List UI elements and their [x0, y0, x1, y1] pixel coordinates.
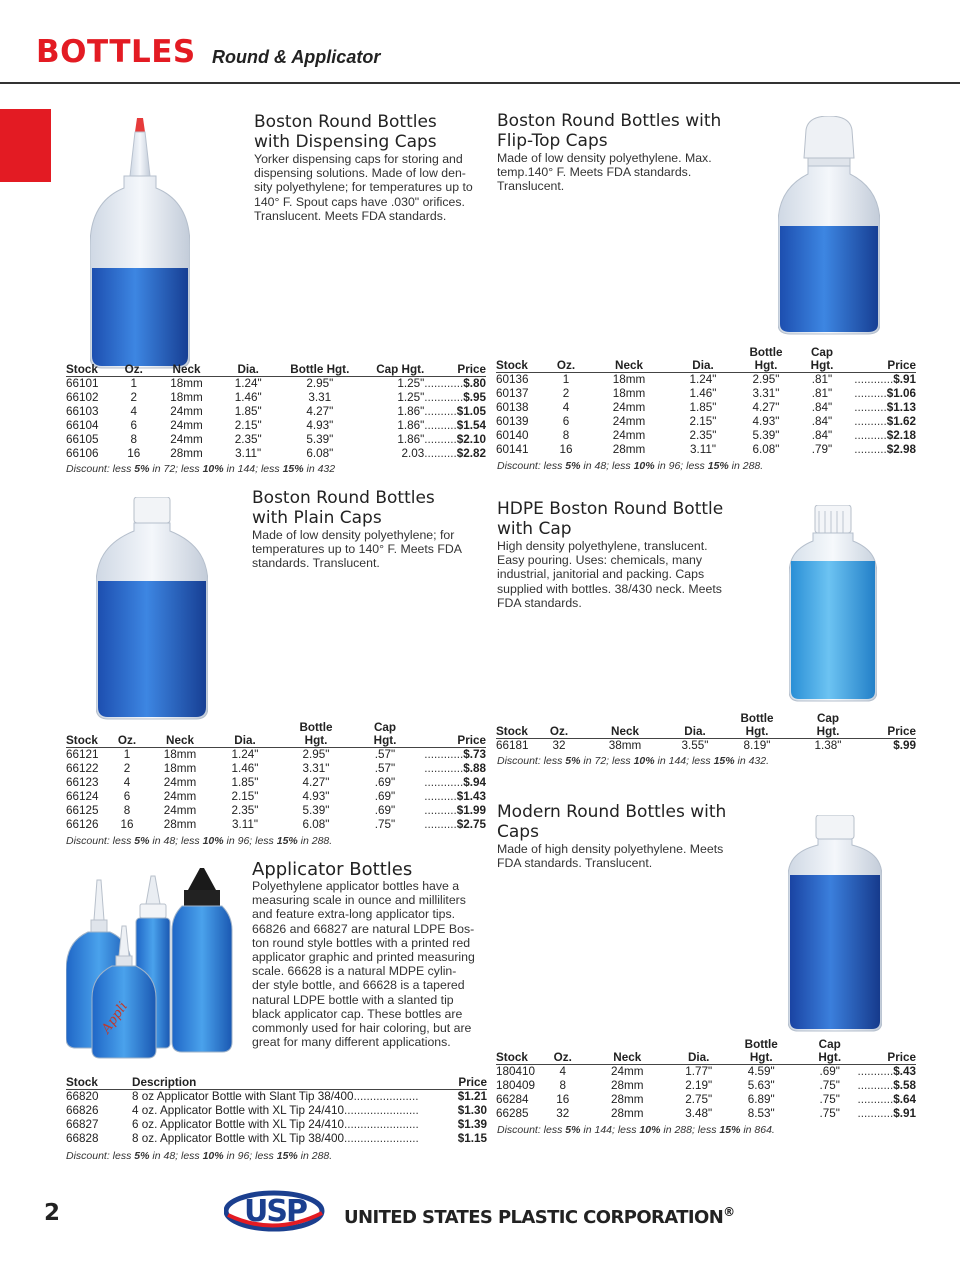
table-row: 180410 4 24mm 1.77" 4.59" .69" ...........$.43 — [496, 1065, 916, 1078]
company-name: UNITED STATES PLASTIC CORPORATION® — [344, 1205, 735, 1228]
hdpe-description: High density polyethylene, translucent. Easy pouring. Uses: chemicals, many industrial, janitorial and packing. Caps supplied with bottles. 38/430 neck. Meets FDA standards. — [497, 539, 722, 610]
page-number: 2 — [44, 1200, 61, 1226]
dispensing-table: Stock Oz. Neck Dia. Bottle Hgt. Cap Hgt. Price 66101 1 18mm 1.24" 2.95" 1.25" ............$.80 66102 2 18mm 1.46" 3.31 1.25" ............$.95 66103 4 24mm 1.85" 4.27" 1.86" ..........$1.05 66104 6 24mm 2.15" 4.93" 1.86" ..........$1.54 66105 8 24mm 2.35" 5.39" 1.86" ..........$2.10 66106 16 28mm 3.11" 6.08" 2.03 ..........$2.82 — [66, 363, 486, 461]
table-row: 66105 8 24mm 2.35" 5.39" 1.86" ..........$2.10 — [66, 433, 486, 447]
applicator-label-text: Appli — [98, 999, 131, 1037]
table-row: 66104 6 24mm 2.15" 4.93" 1.86" ..........$1.54 — [66, 419, 486, 433]
plain-table: Bottle Cap Stock Oz. Neck Dia. Hgt. Hgt. Price 66121 1 18mm 1.24" 2.95" .57" ............$.73 66122 2 18mm 1.46" 3.31" .57" ............$.88 66123 4 24mm 1.85" 4.27" .69" ............$.94 66124 6 24mm 2.15" 4.93" .69" ..........$1.43 66125 8 24mm 2.35" 5.39" .69" ..........$1.99 66126 16 28mm 3.11" 6.08" .75" ..........$2.75 — [66, 721, 486, 832]
table-row: 66122 2 18mm 1.46" 3.31" .57" ............$.88 — [66, 762, 486, 776]
fliptop-heading: Boston Round Bottles with Flip-Top Caps — [497, 111, 722, 151]
table-row: 66284 16 28mm 2.75" 6.89" .75" ...........$.64 — [496, 1093, 916, 1107]
fliptop-bottle-image — [778, 116, 880, 336]
table-row: 66106 16 28mm 3.11" 6.08" 2.03 ..........$2.82 — [66, 447, 486, 461]
hdpe-heading: HDPE Boston Round Bottle with Cap — [497, 499, 724, 539]
hdpe-discount: Discount: less 5% in 72; less 10% in 144; less 15% in 432. — [497, 755, 770, 767]
table-row: 66126 16 28mm 3.11" 6.08" .75" ..........$2.75 — [66, 818, 486, 832]
section-tab — [0, 109, 51, 182]
hdpe-bottle-image — [789, 505, 877, 703]
table-row: 66102 2 18mm 1.46" 3.31 1.25" ............$.95 — [66, 391, 486, 405]
table-row: 60137 2 18mm 1.46" 3.31" .81" ..........$1.06 — [496, 387, 916, 401]
table-row: 66827 6 oz. Applicator Bottle with XL Tip 24/410....................... $1.39 — [66, 1118, 487, 1132]
dispensing-description: Yorker dispensing caps for storing and dispensing solutions. Made of low den- sity polyethylene; for temperatures up to 140° F. Spout caps have .030" orifices. Translucent. Meets FDA standards. — [254, 152, 473, 223]
table-row: 60136 1 18mm 1.24" 2.95" .81" ............$.91 — [496, 373, 916, 386]
fliptop-table: Bottle Cap Stock Oz. Neck Dia. Hgt. Hgt. Price 60136 1 18mm 1.24" 2.95" .81" ............$.91 60137 2 18mm 1.46" 3.31" .81" ..........$1.06 60138 4 24mm 1.85" 4.27" .84" ..........$1.13 60139 6 24mm 2.15" 4.93" .84" ..........$1.62 60140 8 24mm 2.35" 5.39" .84" ..........$2.18 60141 16 28mm 3.11" 6.08" .79" ..........$2.98 — [496, 346, 916, 457]
dispensing-heading: Boston Round Bottles with Dispensing Caps — [254, 112, 437, 152]
table-row: 66101 1 18mm 1.24" 2.95" 1.25" ............$.80 — [66, 377, 486, 390]
table-row: 60141 16 28mm 3.11" 6.08" .79" ..........$2.98 — [496, 443, 916, 457]
table-row: 66123 4 24mm 1.85" 4.27" .69" ............$.94 — [66, 776, 486, 790]
table-row: 60138 4 24mm 1.85" 4.27" .84" ..........$1.13 — [496, 401, 916, 415]
table-row: 60139 6 24mm 2.15" 4.93" .84" ..........$1.62 — [496, 415, 916, 429]
table-row: 66125 8 24mm 2.35" 5.39" .69" ..........$1.99 — [66, 804, 486, 818]
plain-discount: Discount: less 5% in 48; less 10% in 96; less 15% in 288. — [66, 835, 333, 847]
svg-text:USP: USP — [244, 1194, 306, 1229]
applicator-bottles-image — [66, 866, 244, 1060]
table-row: 66103 4 24mm 1.85" 4.27" 1.86" ..........$1.05 — [66, 405, 486, 419]
table-row: 180409 8 28mm 2.19" 5.63" .75" ...........$.58 — [496, 1079, 916, 1093]
modern-bottle-image — [788, 815, 882, 1033]
dispensing-discount: Discount: less 5% in 72; less 10% in 144; less 15% in 432 — [66, 463, 336, 475]
hdpe-table: Bottle Cap Stock Oz. Neck Dia. Hgt. Hgt. Price 66181 32 38mm 3.55" 8.19" 1.38" $.99 — [496, 712, 916, 752]
table-row: 66828 8 oz. Applicator Bottle with XL Tip 38/400....................... $1.15 — [66, 1132, 487, 1146]
table-row: 66124 6 24mm 2.15" 4.93" .69" ..........$1.43 — [66, 790, 486, 804]
applicator-discount: Discount: less 5% in 48; less 10% in 96; less 15% in 288. — [66, 1150, 333, 1162]
plain-bottle-image — [96, 497, 208, 721]
modern-heading: Modern Round Bottles with Caps — [497, 802, 727, 842]
usp-logo — [224, 1185, 326, 1233]
fliptop-description: Made of low density polyethylene. Max. temp.140° F. Meets FDA standards. Translucent. — [497, 151, 712, 194]
plain-description: Made of low density polyethylene; for temperatures up to 140° F. Meets FDA standards. Translucent. — [252, 528, 462, 571]
table-row: 66820 8 oz Applicator Bottle with Slant Tip 38/400.................... $1.21 — [66, 1090, 487, 1103]
page-title: BOTTLES — [36, 34, 196, 70]
header-rule — [0, 82, 960, 84]
table-row: 60140 8 24mm 2.35" 5.39" .84" ..........$2.18 — [496, 429, 916, 443]
table-row: 66826 4 oz. Applicator Bottle with XL Tip 24/410....................... $1.30 — [66, 1104, 487, 1118]
modern-table: Bottle Cap Stock Oz. Neck Dia. Hgt. Hgt. Price 180410 4 24mm 1.77" 4.59" .69" ...........$.43 180409 8 28mm 2.19" 5.63" .75" ...........$.58 66284 16 28mm 2.75" 6.89" .75" ...........$.64 66285 32 28mm 3.48" 8.53" .75" ...........$.91 — [496, 1038, 916, 1121]
page-subtitle: Round & Applicator — [212, 47, 381, 67]
dispensing-bottle-image — [90, 118, 190, 370]
applicator-table: Stock Description Price 66820 8 oz Applicator Bottle with Slant Tip 38/400.................... $1.21 66826 4 oz. Applicator Bottle with XL Tip 24/410....................... $1.30 66827 6 oz. Applicator Bottle with XL Tip 24/410....................... $1.39 66828 8 oz. Applicator Bottle with XL Tip 38/400....................... $1.15 — [66, 1076, 487, 1146]
table-row: 66181 32 38mm 3.55" 8.19" 1.38" $.99 — [496, 739, 916, 752]
modern-discount: Discount: less 5% in 144; less 10% in 288; less 15% in 864. — [497, 1124, 775, 1136]
applicator-description: Polyethylene applicator bottles have a measuring scale in ounce and milliliters and feature extra-long applicator tips. 66826 and 66827 are natural LDPE Bos- ton round style bottles with a printed red applicator graphic and printed measuring scale. 66628 is a natural MDPE cylin- der style bottle, and 66628 is a tapered natural LDPE bottle with a slanted tip black applicator cap. These bottles are commonly used for hair coloring, but are great for many different applications. — [252, 879, 475, 1050]
modern-description: Made of high density polyethylene. Meets FDA standards. Translucent. — [497, 842, 724, 871]
fliptop-discount: Discount: less 5% in 48; less 10% in 96; less 15% in 288. — [497, 460, 764, 472]
table-row: 66121 1 18mm 1.24" 2.95" .57" ............$.73 — [66, 748, 486, 761]
table-row: 66285 32 28mm 3.48" 8.53" .75" ...........$.91 — [496, 1107, 916, 1121]
applicator-heading: Applicator Bottles — [252, 859, 413, 880]
plain-heading: Boston Round Bottles with Plain Caps — [252, 488, 435, 528]
